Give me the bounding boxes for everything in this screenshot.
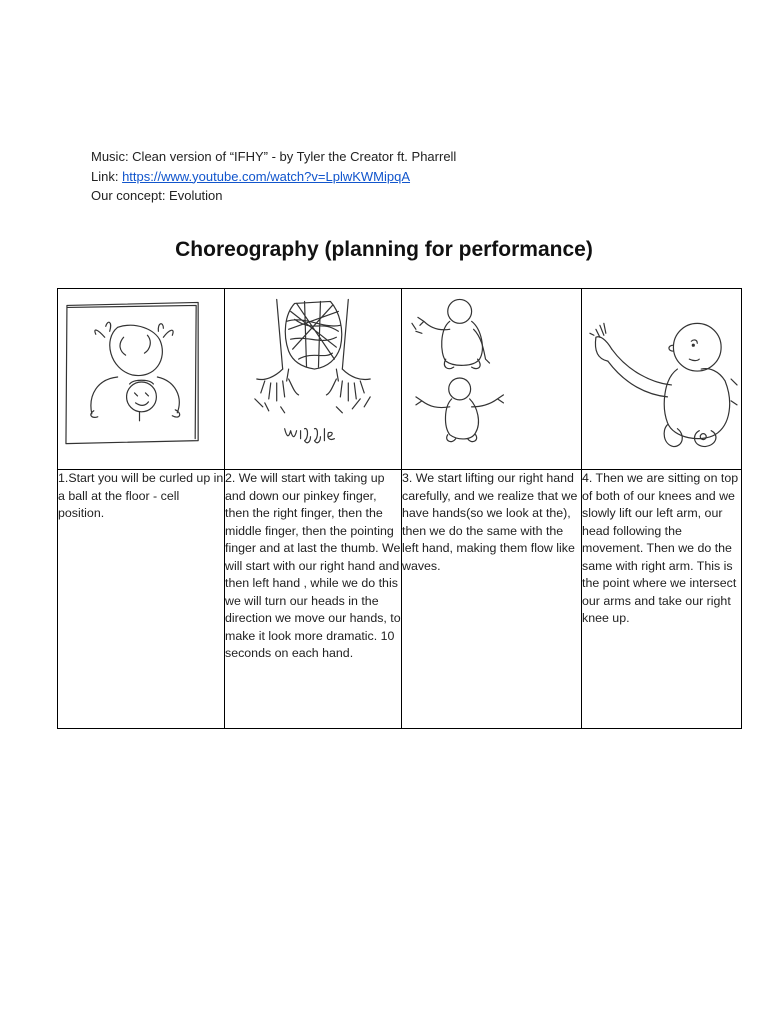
curled-up-figure-sketch — [58, 289, 224, 469]
music-line: Music: Clean version of “IFHY” - by Tyler the Creator ft. Pharrell — [91, 149, 457, 164]
step-1-drawing-cell — [58, 289, 225, 470]
sitting-figures-sketch — [402, 289, 581, 469]
concept-line: Our concept: Evolution — [91, 188, 223, 203]
step-3-text: 3. We start lifting our right hand carefully, and we realize that we have hands(so we look at the), then we do the same with the left hand, making them flow like waves. — [402, 470, 582, 729]
choreography-table — [57, 288, 742, 729]
youtube-link[interactable]: https://www.youtube.com/watch?v=LplwKWMipqA — [122, 168, 411, 184]
link-line — [91, 167, 456, 187]
step-4-drawing-cell — [582, 289, 742, 470]
sitting-figure-arm-raised-sketch — [582, 289, 741, 469]
hands-wiggle-sketch — [225, 289, 401, 469]
step-4-text: 4. Then we are sitting on top of both of our knees and we slowly lift our left arm, our head following the movement. Then we do the same with right arm. This is the point where we intersect our arms and take our right knee up. — [582, 470, 742, 729]
page-title: Choreography (planning for performance) — [175, 238, 593, 261]
step-2-text: 2. We will start with taking up and down our pinkey finger, then the right finger, then the middle finger, then the pointing finger and at last the thumb. We will start with our right hand and then left hand , while we do this we will turn our heads in the direction we move our hands, to make it look more dramatic. 10 seconds on each hand. — [225, 470, 402, 729]
step-1-text: 1.Start you will be curled up in a ball at the floor - cell position. — [58, 470, 225, 729]
steps-row — [58, 470, 742, 729]
document-header — [91, 147, 456, 206]
drawings-row — [58, 289, 742, 470]
step-3-drawing-cell — [402, 289, 582, 470]
link-label: Link: — [91, 168, 123, 184]
step-2-drawing-cell — [225, 289, 402, 470]
